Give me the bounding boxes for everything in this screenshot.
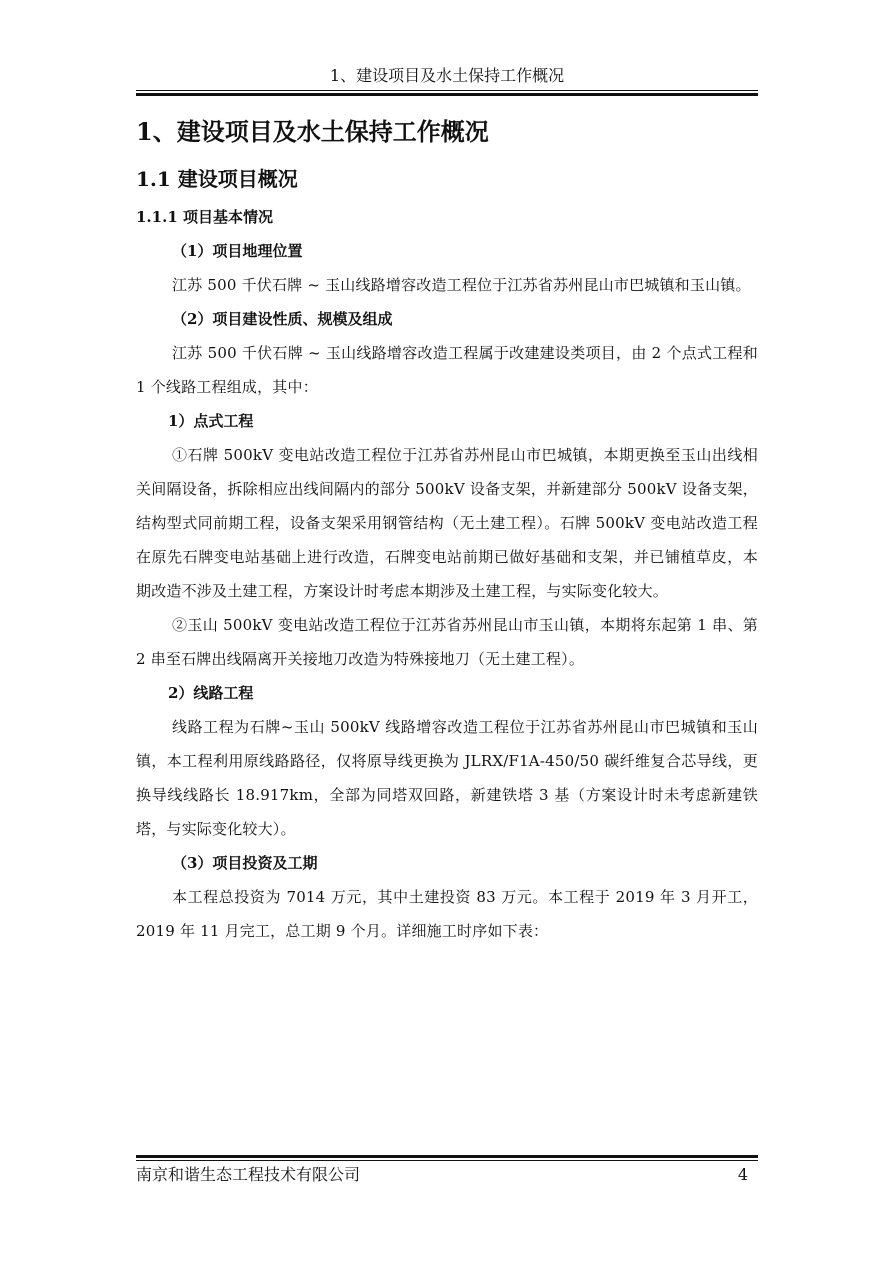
paragraph-investment: 本工程总投资为 7014 万元，其中土建投资 83 万元。本工程于 2019 年 3 月开工，2019 年 11 月完工，总工期 9 个月。详细施工时序如下表： [136, 888, 758, 940]
chapter-title: 1、建设项目及水土保持工作概况 [136, 117, 489, 146]
footer-rule-thick [136, 1155, 758, 1158]
footer-company: 南京和谐生态工程技术有限公司 [136, 1165, 361, 1184]
paragraph-shipai-substation: ①石牌 500kV 变电站改造工程位于江苏省苏州昆山市巴城镇，本期更换至玉山出线相关间隔设备，拆除相应出线间隔内的部分 500kV 设备支架，并新建部分 500kV 设备支架，结构型式同前期工程，设备支架采用钢管结构（无土建工程）。石牌 500kV 变电站改造工程在原先石牌变电站基础上进行改造，石牌变电站前期已做好基础和支架，并已铺植草皮，本期改造不涉及土建工程，方案设计时考虑本期涉及土建工程，与实际变化较大。 [136, 446, 758, 600]
paragraph-location: 江苏 500 千伏石牌 ~ 玉山线路增容改造工程位于江苏省苏州昆山市巴城镇和玉山镇。 [172, 276, 751, 294]
item-heading-location: （1）项目地理位置 [172, 242, 303, 260]
item-heading-investment: （3）项目投资及工期 [172, 854, 318, 872]
header-rule-thick [136, 93, 758, 96]
header-rule-thin [136, 90, 758, 91]
running-header: 1、建设项目及水土保持工作概况 [329, 66, 565, 85]
paragraph-composition: 江苏 500 千伏石牌 ~ 玉山线路增容改造工程属于改建建设类项目，由 2 个点式工程和 1 个线路工程组成，其中： [136, 344, 758, 396]
subsection-title: 1.1.1 项目基本情况 [136, 208, 273, 226]
item-heading-nature-scale: （2）项目建设性质、规模及组成 [172, 310, 393, 328]
page-number: 4 [737, 1165, 748, 1184]
section-title: 1.1 建设项目概况 [136, 167, 298, 191]
paragraph-line-works: 线路工程为石牌~玉山 500kV 线路增容改造工程位于江苏省苏州昆山市巴城镇和玉山镇，本工程利用原线路路径，仅将原导线更换为 JLRX/F1A-450/50 碳纤维复合芯导线，更换导线线路长 18.917km，全部为同塔双回路，新建铁塔 3 基（方案设计时未考虑新建铁塔，与实际变化较大）。 [136, 718, 758, 838]
footer-rule-thin [136, 1160, 758, 1161]
page-footer [136, 1165, 758, 1185]
sub-heading-point-works: 1）点式工程 [168, 412, 254, 430]
sub-heading-line-works: 2）线路工程 [168, 684, 254, 702]
paragraph-yushan-substation: ②玉山 500kV 变电站改造工程位于江苏省苏州昆山市玉山镇，本期将东起第 1 串、第 2 串至石牌出线隔离开关接地刀改造为特殊接地刀（无土建工程）。 [136, 616, 758, 668]
page-body [136, 112, 758, 948]
